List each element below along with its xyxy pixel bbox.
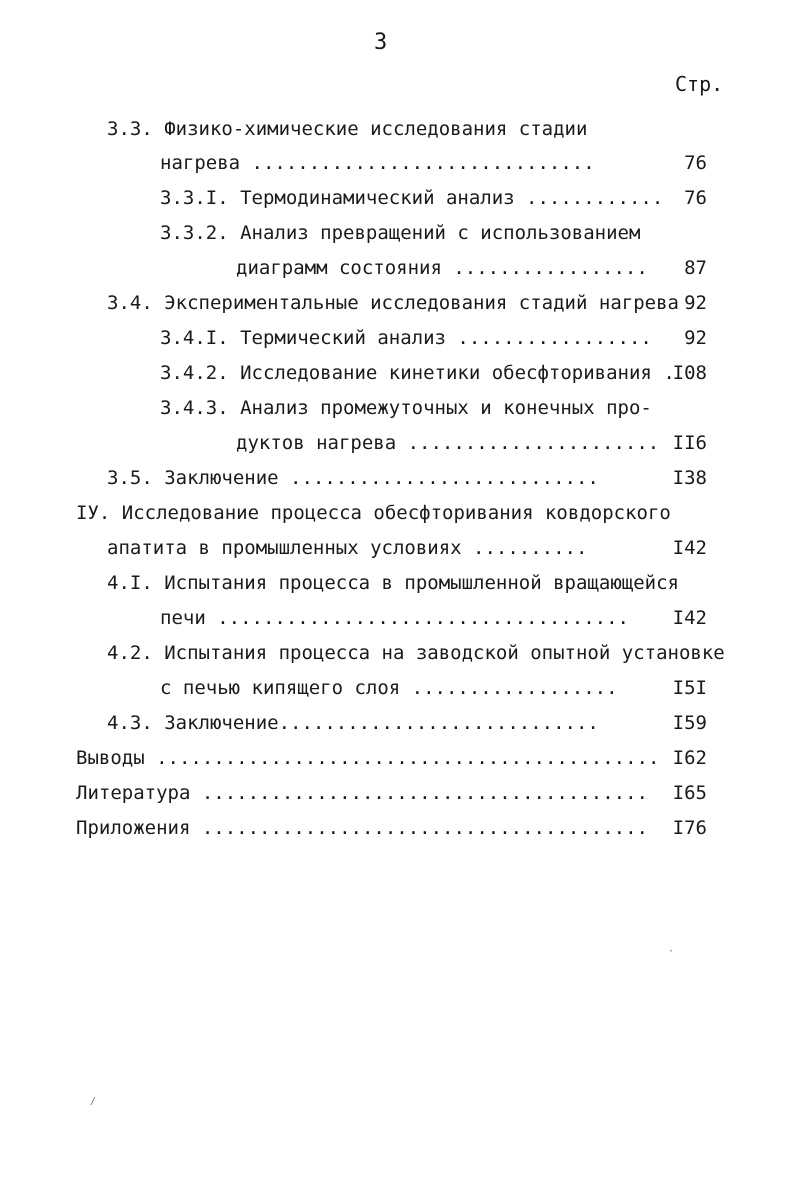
toc-entry-page: I62 [672,747,707,769]
toc-entry-page: I59 [672,712,707,734]
toc-entry-page: I08 [672,362,707,384]
toc-entry-title: 4.3. Заключение............................ [107,712,599,734]
toc-entry-title: 4.2. Испытания процесса на заводской опытной установке [107,642,725,664]
toc-entry-page: 87 [684,257,707,279]
toc-entry-title: 3.3.2. Анализ превращений с использованием [160,222,641,244]
toc-entry-page: I42 [672,607,707,629]
toc-entry-title: 3.4.2. Исследование кинетики обесфторивания . [160,362,675,384]
scan-speck: / [90,1096,97,1107]
toc-entry-page: I38 [672,467,707,489]
toc-entry-title: 3.4.I. Термический анализ ................. [160,327,652,349]
toc-entry-title: IУ. Исследование процесса обесфторивания ковдорского [76,502,671,524]
toc-entry-title: с печью кипящего слоя .................. [160,677,618,699]
toc-entry-title: 4.I. Испытания процесса в промышленной вращающейся [107,572,679,594]
toc-entry-title: 3.3.I. Термодинамический анализ ............ [160,187,664,209]
page-number: 3 [374,30,388,55]
toc-entry-page: 92 [684,327,707,349]
toc-entry-title: диаграмм состояния ................. [236,257,648,279]
page-column-header: Стр. [675,72,724,96]
toc-entry-page: I42 [672,537,707,559]
toc-entry-page: I65 [672,782,707,804]
toc-entry-title: нагрева .............................. [160,152,595,174]
toc-entry-page: 76 [684,187,707,209]
toc-entry-title: 3.4. Экспериментальные исследования стадий нагрева [107,292,679,314]
toc-entry-title: 3.3. Физико-химические исследования стадии [107,118,588,140]
toc-entry-page: II6 [672,432,707,454]
toc-entry-title: Выводы ............................................ [76,747,660,769]
toc-entry-page: 92 [684,292,707,314]
toc-entry-page: I76 [672,817,707,839]
toc-entry-page: I5I [672,677,707,699]
toc-entry-title: Литература ....................................... [76,782,648,804]
toc-entry-title: апатита в промышленных условиях .......... [107,537,588,559]
toc-entry-title: 3.4.3. Анализ промежуточных и конечных про- [160,397,652,419]
toc-entry-title: дуктов нагрева ...................... [236,432,660,454]
toc-entry-title: печи .................................... [160,607,629,629]
toc-entry-title: Приложения ....................................... [76,817,648,839]
toc-entry-title: 3.5. Заключение ........................... [107,467,599,489]
scan-speck: · [668,946,675,957]
toc-entry-page: 76 [684,152,707,174]
